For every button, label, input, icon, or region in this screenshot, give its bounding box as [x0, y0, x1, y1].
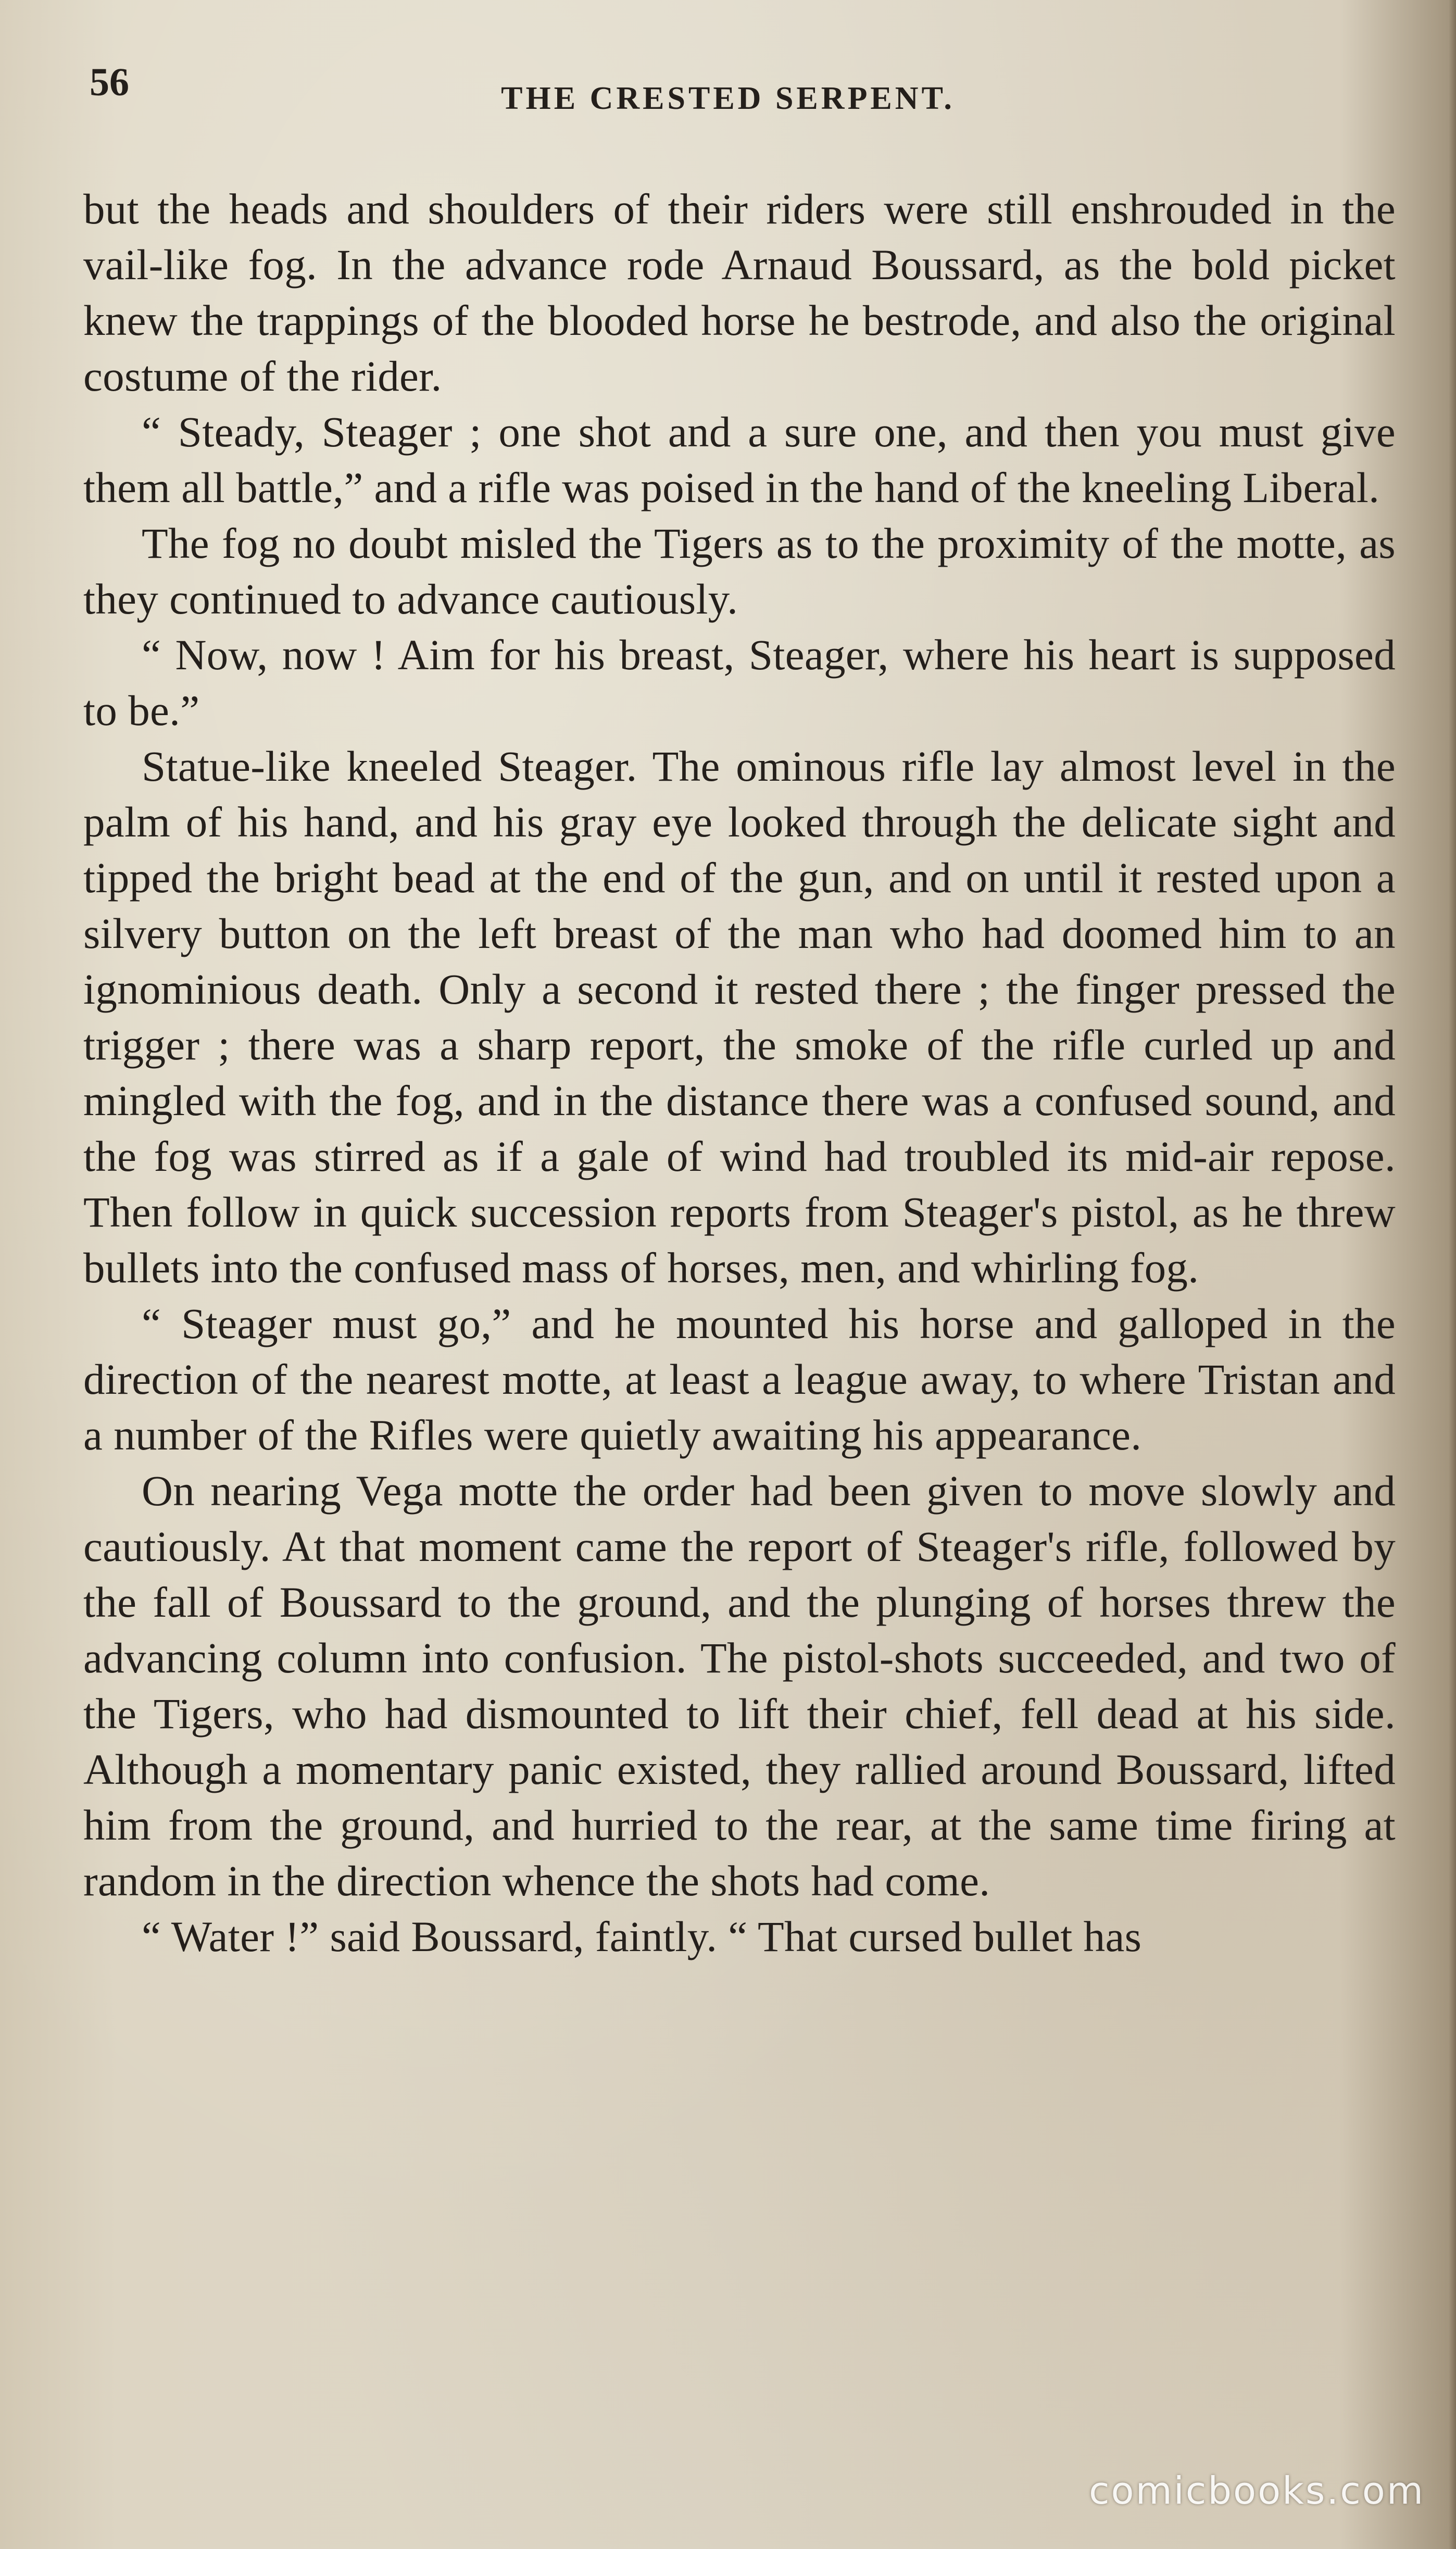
paragraph-8: “ Water !” said Boussard, faintly. “ That cursed bullet has — [142, 1913, 1142, 1960]
body-text — [83, 181, 1396, 1965]
paragraph-7: On nearing Vega motte the order had been given to move slowly and cautiously. At that moment came the report of Steager's rifle, followed by the fall of Boussard to the ground, and the plunging of horses threw the advancing column into confusion. The pistol-shots succeeded, and two of the Tigers, who had dismounted to lift their chief, fell dead at his side. Although a momentary panic existed, they rallied around Boussard, lifted him from the ground, and hurried to the rear, at the same time firing at random in the direction whence the shots had come. — [83, 1467, 1396, 1905]
paragraph-5: Statue-like kneeled Steager. The ominous rifle lay almost level in the palm of his hand, and his gray eye looked through the delicate sight and tipped the bright bead at the end of the gun, and on until it rested upon a silvery button on the left breast of the man who had doomed him to an ignominious death. Only a second it rested there ; the finger pressed the trigger ; there was a sharp report, the smoke of the rifle curled up and mingled with the fog, and in the distance there was a confused sound, and the fog was stirred as if a gale of wind had troubled its mid-air repose. Then follow in quick succession reports from Steager's pistol, as he threw bullets into the confused mass of horses, men, and whirling fog. — [83, 742, 1396, 1292]
running-title: THE CRESTED SERPENT. — [501, 81, 955, 116]
paragraph-3: The fog no doubt misled the Tigers as to the proximity of the motte, as they continued to advance cautiously. — [83, 519, 1396, 623]
paragraph-6: “ Steager must go,” and he mounted his horse and galloped in the direction of the nearest motte, at least a league away, to where Tristan and a number of the Rifles were quietly awaiting his appearance. — [83, 1300, 1396, 1459]
paragraph-1: but the heads and shoulders of their riders were still enshrouded in the vail-like fog. In the advance rode Arnaud Boussard, as the bold picket knew the trappings of the blooded horse he bestrode, and also the original costume of the rider. — [83, 185, 1396, 400]
watermark: comicbooks.com — [1088, 2469, 1425, 2513]
paragraph-4: “ Now, now ! Aim for his breast, Steager, where his heart is supposed to be.” — [83, 631, 1396, 734]
page-edge-shadow — [1449, 0, 1456, 2549]
paragraph-2: “ Steady, Steager ; one shot and a sure one, and then you must give them all battle,” and a rifle was poised in the hand of the kneeling Liberal. — [83, 408, 1396, 511]
page-number: 56 — [90, 60, 129, 104]
